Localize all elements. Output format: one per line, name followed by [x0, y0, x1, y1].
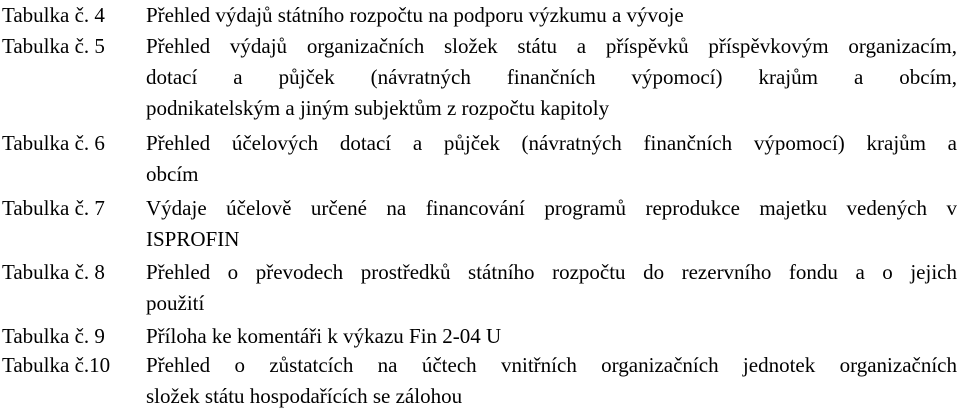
- table-label: Tabulka č. 5: [2, 34, 105, 58]
- description-line: ISPROFIN: [146, 227, 240, 251]
- table-description: [146, 257, 957, 319]
- description-line: obcím: [146, 162, 199, 186]
- description-line: Výdaje účelově určené na financování programů reprodukce majetku vedených v: [146, 196, 957, 220]
- table-description: [146, 0, 957, 31]
- description-line: podnikatelským a jiným subjektům z rozpočtu kapitoly: [146, 96, 610, 120]
- table-description: [146, 128, 957, 190]
- table-label: Tabulka č. 4: [2, 3, 105, 27]
- description-line: Přehled účelových dotací a půjček (návratných finančních výpomocí) krajům a: [146, 131, 957, 155]
- description-line: Přehled o zůstatcích na účtech vnitřních organizačních jednotek organizačních: [146, 353, 957, 377]
- table-label: Tabulka č. 7: [2, 196, 105, 220]
- table-description: [146, 321, 957, 352]
- table-label: Tabulka č. 6: [2, 131, 105, 155]
- table-description: [146, 31, 957, 124]
- description-line: Přehled výdajů státního rozpočtu na podporu výzkumu a vývoje: [146, 3, 684, 27]
- description-line: použití: [146, 291, 205, 315]
- table-label: Tabulka č. 9: [2, 324, 105, 348]
- description-line: dotací a půjček (návratných finančních výpomocí) krajům a obcím,: [146, 65, 957, 89]
- description-line: Příloha ke komentáři k výkazu Fin 2-04 U: [146, 324, 502, 348]
- table-label: Tabulka č.10: [2, 353, 111, 377]
- description-line: složek státu hospodařících se zálohou: [146, 384, 463, 408]
- table-description: [146, 193, 957, 255]
- description-line: Přehled o převodech prostředků státního rozpočtu do rezervního fondu a o jejich: [146, 260, 957, 284]
- table-label: Tabulka č. 8: [2, 260, 105, 284]
- table-description: [146, 350, 957, 412]
- description-line: Přehled výdajů organizačních složek státu a příspěvků příspěvkovým organizacím,: [146, 34, 957, 58]
